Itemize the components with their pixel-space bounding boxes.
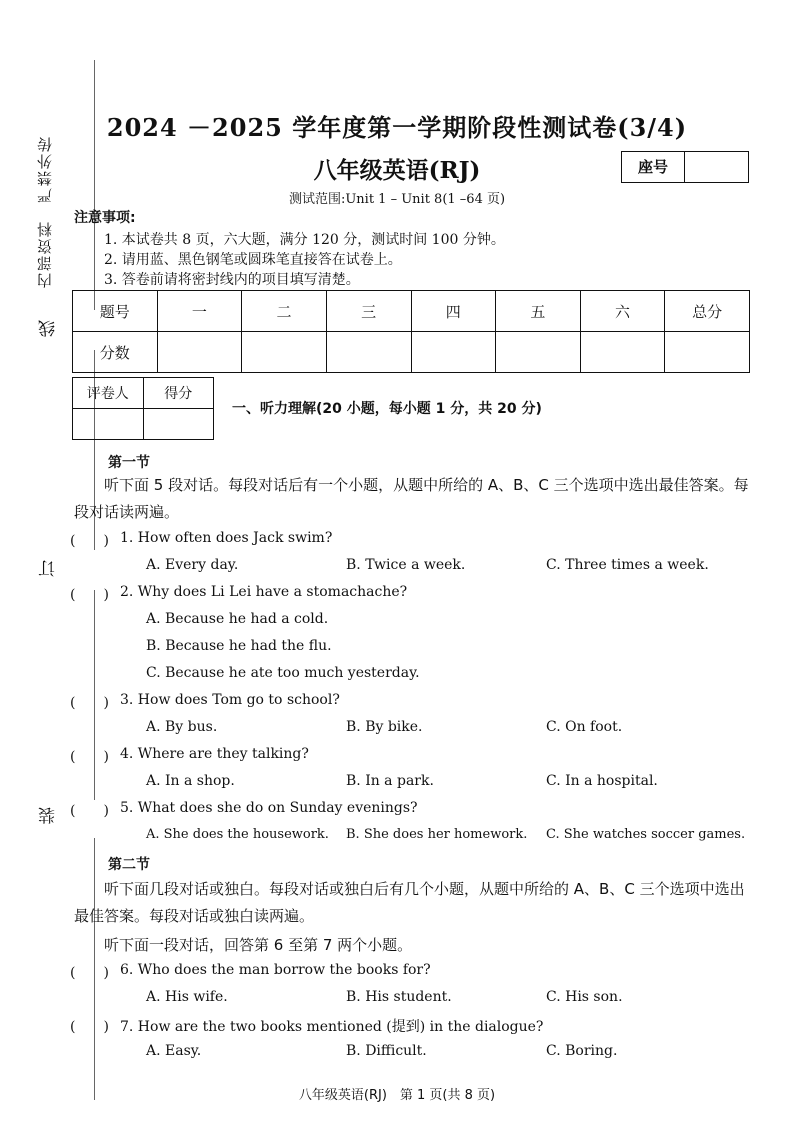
score-entry-cell[interactable] [411,332,496,373]
seat-number-label: 座号 [622,152,685,182]
grader-label: 评卷人 [73,378,144,409]
score-entry-cell[interactable] [157,332,242,373]
part-title: 第一节 [108,455,150,471]
page-footer: 八年级英语(RJ) 第 1 页(共 8 页) [298,1088,496,1103]
seal-bind-char: 订 [39,558,59,577]
question-text: 4. Where are they talking? [120,746,309,762]
seal-fold-char: 装 [39,805,59,824]
answer-blank[interactable]: ( ) [70,1019,109,1035]
option: B. In a park. [346,773,434,789]
option: B. By bike. [346,719,423,735]
option: B. His student. [346,989,452,1005]
score-header-cell: 六 [580,291,665,332]
question-text: 1. How often does Jack swim? [120,530,333,546]
question-text: 7. How are the two books mentioned (提到) in the dialogue? [120,1019,544,1035]
answer-blank[interactable]: ( ) [70,749,109,765]
answer-blank[interactable]: ( ) [70,803,109,819]
score-header-cell: 二 [242,291,327,332]
grader-entry-cell[interactable] [73,409,144,440]
score-header-cell: 总分 [665,291,750,332]
question-text: 5. What does she do on Sunday evenings? [120,800,418,816]
seat-number-field[interactable] [685,152,748,182]
answer-blank[interactable]: ( ) [70,587,109,603]
answer-blank[interactable]: ( ) [70,695,109,711]
internal-material-label: 内部资料 严禁外传 [36,135,54,288]
note-item: 1. 本试卷共 8 页，六大题，满分 120 分，测试时间 100 分钟。 [104,232,505,248]
score-header-cell: 一 [157,291,242,332]
part-title: 第二节 [108,857,150,873]
question-text: 3. How does Tom go to school? [120,692,340,708]
sub-instruction: 听下面一段对话，回答第 6 至第 7 两个小题。 [104,936,413,954]
answer-blank[interactable]: ( ) [70,965,109,981]
score-row-label: 分数 [73,332,158,373]
points-label: 得分 [143,378,214,409]
score-entry-cell[interactable] [326,332,411,373]
option: C. She watches soccer games. [546,827,746,842]
score-header-cell: 五 [496,291,581,332]
option: B. Twice a week. [346,557,466,573]
notes-heading: 注意事项: [74,210,136,226]
option: A. She does the housework. [146,827,329,842]
score-entry-cell[interactable] [580,332,665,373]
option: C. Three times a week. [546,557,709,573]
option: A. His wife. [146,989,228,1005]
option: A. Every day. [146,557,239,573]
part-instruction: 听下面 5 段对话。每段对话后有一个小题，从题中所给的 A、B、C 三个选项中选出最佳答案。每段对话读两遍。 [74,476,749,521]
seal-line-segment [94,60,95,310]
points-entry-cell[interactable] [143,409,214,440]
option: C. Because he ate too much yesterday. [146,665,420,681]
test-scope: 测试范围:Unit 1 – Unit 8(1 –64 页) [288,192,506,207]
note-item: 2. 请用蓝、黑色钢笔或圆珠笔直接答在试卷上。 [104,252,402,268]
exam-subtitle: 八年级英语(RJ) [313,157,481,184]
score-header-cell: 四 [411,291,496,332]
option: A. By bus. [146,719,218,735]
option: C. On foot. [546,719,623,735]
note-item: 3. 答卷前请将密封线内的项目填写清楚。 [104,272,360,288]
question-text: 6. Who does the man borrow the books for? [120,962,431,978]
option: B. She does her homework. [346,827,528,842]
section-title: 一、听力理解(20 小题，每小题 1 分，共 20 分) [232,401,542,417]
score-entry-cell[interactable] [665,332,750,373]
option: B. Difficult. [346,1043,427,1059]
grader-table [72,377,214,440]
score-entry-cell[interactable] [496,332,581,373]
option: A. Easy. [146,1043,202,1059]
option: C. His son. [546,989,623,1005]
option: B. Because he had the flu. [146,638,332,654]
answer-blank[interactable]: ( ) [70,533,109,549]
option: C. Boring. [546,1043,618,1059]
score-entry-cell[interactable] [242,332,327,373]
exam-title: 2024 －2025 学年度第一学期阶段性测试卷(3/4) [106,113,688,142]
seal-line-char: 线 [39,318,59,337]
option: A. Because he had a cold. [146,611,329,627]
option: A. In a shop. [146,773,235,789]
score-header-cell: 三 [326,291,411,332]
binding-margin [30,60,66,1100]
question-text: 2. Why does Li Lei have a stomachache? [120,584,408,600]
score-table [72,290,750,373]
seat-number-box[interactable] [621,151,749,183]
option: C. In a hospital. [546,773,658,789]
score-header-cell: 题号 [73,291,158,332]
part-instruction: 听下面几段对话或独白。每段对话或独白后有几个小题，从题中所给的 A、B、C 三个选项中选出最佳答案。每段对话或独白读两遍。 [74,880,745,925]
